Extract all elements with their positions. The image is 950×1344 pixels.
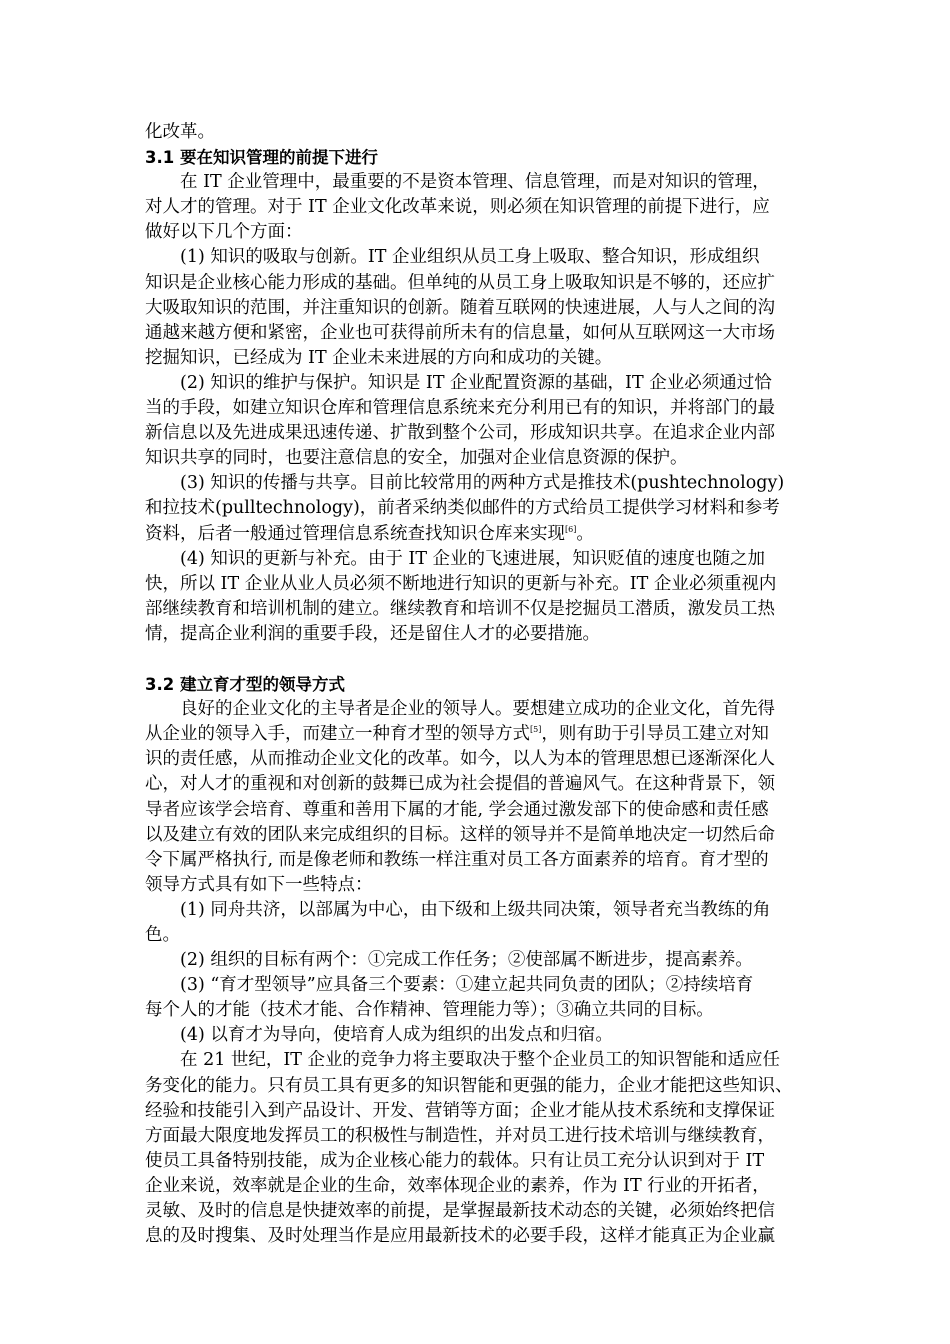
citation-ref: [6]: [565, 524, 577, 534]
body-text-segment: 从企业的领导入手，而建立一种育才型的领导方式: [145, 724, 530, 745]
list-item-line: (2) 组织的目标有两个：①完成工作任务；②使部属不断进步，提高素养。: [180, 950, 753, 971]
body-text-line: 挖掘知识，已经成为 IT 企业未来进展的方向和成功的关键。: [145, 347, 613, 368]
body-text-line: 方面最大限度地发挥员工的积极性与制造性，并对员工进行技术培训与继续教育，: [145, 1125, 775, 1146]
body-text-line: 当的手段，如建立知识仓库和管理信息系统来充分利用已有的知识，并将部门的最: [145, 398, 775, 419]
body-text-line: 知识共享的同时，也要注意信息的安全，加强对企业信息资源的保护。: [145, 448, 688, 469]
body-text-line: 部继续教育和培训机制的建立。继续教育和培训不仅是挖掘员工潜质，激发员工热: [145, 598, 775, 619]
list-item-line: (4) 知识的更新与补充。由于 IT 企业的飞速进展，知识贬值的速度也随之加: [180, 548, 766, 569]
body-text-line: 经验和技能引入到产品设计、开发、营销等方面；企业才能从技术系统和支撑保证: [145, 1100, 775, 1121]
body-text-line: 识的责任感，从而推动企业文化的改革。如今，以人为本的管理思想已逐渐深化人: [145, 749, 775, 770]
body-text-line: 大吸取知识的范围，并注重知识的创新。随着互联网的快速进展，人与人之间的沟: [145, 297, 775, 318]
body-text-segment: 资料，后者一般通过管理信息系统查找知识仓库来实现: [145, 523, 565, 544]
blank-line: [145, 647, 830, 672]
body-text-line: 领导方式具有如下一些特点：: [145, 874, 373, 895]
section-heading-3-1: 3.1 要在知识管理的前提下进行: [145, 148, 378, 168]
body-text-segment: 。: [576, 523, 594, 544]
body-text-line: 和拉技术(pulltechnology)，前者采纳类似邮件的方式给员工提供学习材料和参考: [145, 498, 780, 519]
body-text-line: 快，所以 IT 企业从业人员必须不断地进行知识的更新与补充。IT 企业必须重视内: [145, 573, 777, 594]
body-text-line: 色。: [145, 925, 180, 945]
body-text-line: 使员工具备特别技能，成为企业核心能力的载体。只有让员工充分认识到对于 IT: [145, 1150, 765, 1171]
body-text-line: 通越来越方便和紧密，企业也可获得前所未有的信息量，如何从互联网这一大市场: [145, 322, 775, 343]
body-text-line: 息的及时搜集、及时处理当作是应用最新技术的必要手段，这样才能真正为企业赢: [145, 1226, 775, 1247]
body-text-line: 做好以下几个方面：: [145, 222, 303, 243]
body-text-line: 心，对人才的重视和对创新的鼓舞已成为社会提倡的普遍风气。在这种背景下，领: [145, 774, 775, 795]
citation-ref: [5]: [530, 725, 542, 735]
body-text-line: 对人才的管理。对于 IT 企业文化改革来说，则必须在知识管理的前提下进行，应: [145, 197, 770, 218]
body-text-line: 在 IT 企业管理中，最重要的不是资本管理、信息管理，而是对知识的管理，: [180, 172, 770, 193]
body-text-line: 知识是企业核心能力形成的基础。但单纯的从员工身上吸取知识是不够的，还应扩: [145, 272, 775, 293]
body-text-line: 情，提高企业利润的重要手段，还是留住人才的必要措施。: [145, 623, 600, 644]
body-text-line: 务变化的能力。只有员工具有更多的知识智能和更强的能力，企业才能把这些知识、: [145, 1075, 793, 1096]
body-text-segment: ，则有助于引导员工建立对知: [541, 724, 769, 745]
body-text-line: 在 21 世纪，IT 企业的竞争力将主要取决于整个企业员工的知识智能和适应任: [180, 1050, 781, 1071]
body-text-line: 每个人的才能（技术才能、合作精神、管理能力等）；③确立共同的目标。: [145, 1000, 714, 1021]
list-item-line: (2) 知识的维护与保护。知识是 IT 企业配置资源的基础，IT 企业必须通过恰: [180, 372, 772, 393]
body-text-line: 令下属严格执行, 而是像老师和教练一样注重对员工各方面素养的培育。育才型的: [145, 849, 769, 870]
list-item-line: (3) “育才型领导”应具备三个要素：①建立起共同负责的团队；②持续培育: [180, 975, 754, 996]
body-text-line: [145, 722, 830, 747]
body-text-line: 灵敏、及时的信息是快捷效率的前提，是掌握最新技术动态的关键，必须始终把信: [145, 1201, 775, 1222]
body-text-line: 以及建立有效的团队来完成组织的目标。这样的领导并不是简单地决定一切然后命: [145, 824, 775, 845]
list-item-line: (1) 知识的吸取与创新。IT 企业组织从员工身上吸取、整合知识，形成组织: [180, 247, 760, 268]
body-text-line: 企业来说，效率就是企业的生命，效率体现企业的素养，作为 IT 行业的开拓者，: [145, 1175, 770, 1196]
body-text-line: 导者应该学会培育、尊重和善用下属的才能, 学会通过激发部下的使命感和责任感: [145, 799, 769, 820]
list-item-line: (3) 知识的传播与共享。目前比较常用的两种方式是推技术(pushtechnology): [180, 473, 785, 494]
body-text-line: 新信息以及先进成果迅速传递、扩散到整个公司，形成知识共享。在追求企业内部: [145, 423, 775, 444]
body-text-line: 良好的企业文化的主导者是企业的领导人。要想建立成功的企业文化，首先得: [180, 699, 775, 720]
section-heading-3-2: 3.2 建立育才型的领导方式: [145, 675, 345, 695]
body-text-line: [145, 522, 830, 547]
body-text-line: 化改革。: [145, 122, 215, 142]
list-item-line: (4) 以育才为导向，使培育人成为组织的出发点和归宿。: [180, 1025, 613, 1046]
list-item-line: (1) 同舟共济，以部属为中心，由下级和上级共同决策，领导者充当教练的角: [180, 899, 771, 920]
